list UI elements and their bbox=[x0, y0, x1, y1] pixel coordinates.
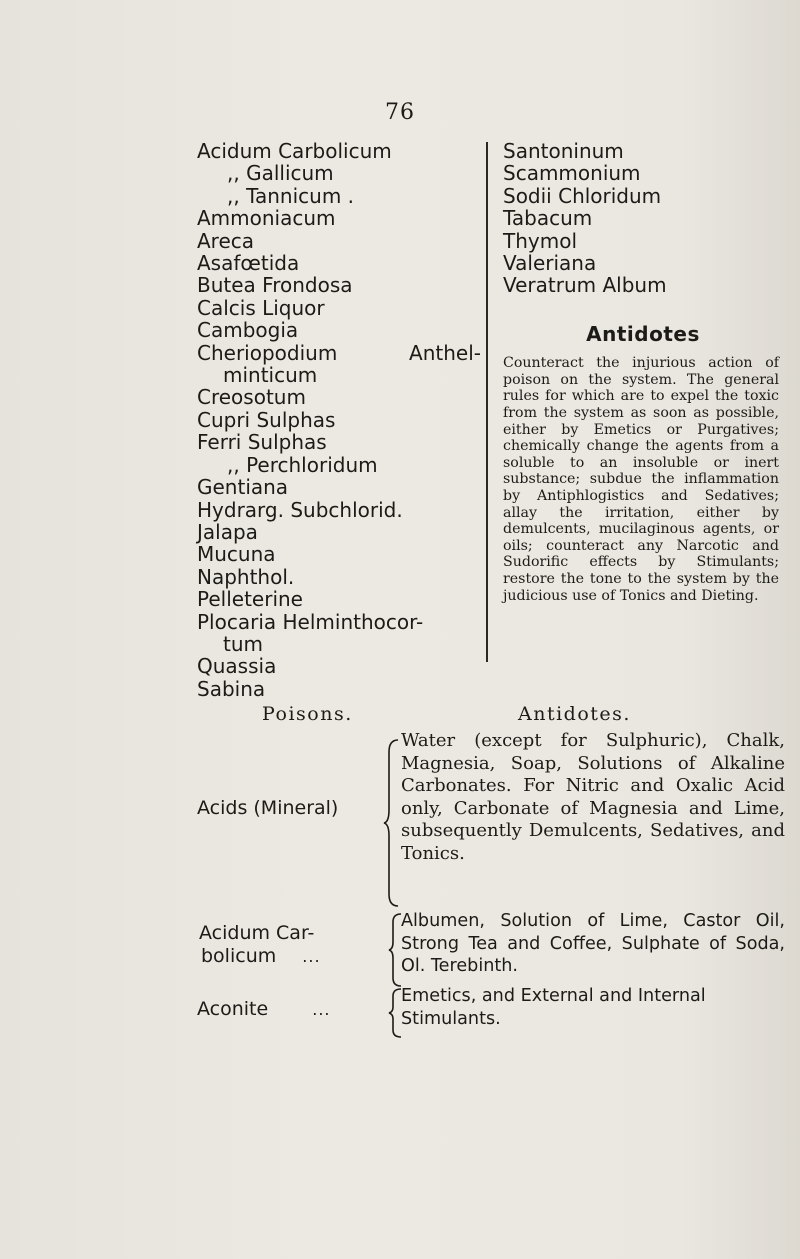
antidote-text: Water (except for Sulphuric), Chalk, Magnesia, Soap, Solutions of Alkaline Carbonates. For Nitric and Oxalic Acid only, Carbonate of Magnesia and Lime, subsequently Demulcents, Sedatives, and Tonics. bbox=[401, 730, 785, 864]
poison-list-item: Gentiana bbox=[197, 475, 289, 500]
poison-list-item: Tabacum bbox=[503, 206, 593, 231]
poison-list-item: Valeriana bbox=[503, 251, 597, 276]
poison-list-item: Sabina bbox=[197, 676, 266, 701]
poison-list-item: Hydrarg. Subchlorid. bbox=[197, 497, 403, 522]
poison-list-item: Pelleterine bbox=[197, 587, 303, 612]
poison-list-item: ,, Tannicum . bbox=[227, 183, 355, 208]
poison-name bbox=[197, 797, 338, 819]
poison-name bbox=[197, 922, 321, 968]
poison-list-item: Asafœtida bbox=[197, 251, 300, 276]
poison-list-item: tum bbox=[223, 631, 263, 656]
poison-list-item: Santoninum bbox=[503, 139, 624, 163]
poison-name-line: Acidum Car- bbox=[199, 922, 315, 944]
poison-list-item: Jalapa bbox=[197, 519, 258, 544]
antidotes-header: Antidotes. bbox=[518, 703, 631, 725]
poison-list-item: Thymol bbox=[503, 228, 578, 253]
poison-list-item: Areca bbox=[197, 228, 255, 253]
left-brace-icon bbox=[384, 738, 402, 908]
leader-dots: ... bbox=[312, 1000, 331, 1019]
antidotes-heading: Antidotes bbox=[586, 321, 700, 346]
poison-list-item: Calcis Liquor bbox=[197, 295, 325, 320]
poison-list-item: Ammoniacum bbox=[197, 206, 336, 231]
antidote-text: Emetics, and External and Internal Stimulants. bbox=[401, 986, 706, 1029]
poison-list-item-continuation: Anthel- bbox=[409, 340, 481, 365]
column-divider bbox=[486, 142, 488, 662]
poison-list-item-text: Cheriopodium bbox=[197, 340, 338, 365]
page-number: 76 bbox=[385, 100, 415, 125]
poison-name-line: Aconite bbox=[197, 998, 269, 1020]
poison-list-item: Plocaria Helminthocor- bbox=[197, 609, 424, 634]
poison-list-item: Sodii Chloridum bbox=[503, 183, 662, 208]
poison-name bbox=[197, 998, 331, 1021]
poison-list-item: Scammonium bbox=[503, 161, 641, 186]
poison-list-item: ,, Perchloridum bbox=[227, 452, 378, 477]
poison-list-item bbox=[197, 342, 481, 364]
poison-list-item: Veratrum Album bbox=[503, 273, 667, 298]
poison-list-item: Cambogia bbox=[197, 318, 299, 343]
poison-list-item: Naphthol. bbox=[197, 564, 295, 589]
poison-list-left bbox=[197, 140, 487, 700]
poison-name-line: bolicum bbox=[201, 945, 277, 967]
poison-list-item: Mucuna bbox=[197, 542, 276, 567]
poison-list-item: minticum bbox=[223, 363, 318, 388]
antidote-text: Albumen, Solution of Lime, Castor Oil, Strong Tea and Coffee, Sulphate of Soda, Ol. Terebinth. bbox=[401, 911, 785, 976]
right-list-items bbox=[503, 140, 783, 297]
poison-name-line: Acids (Mineral) bbox=[197, 797, 339, 819]
poison-list-item: Cupri Sulphas bbox=[197, 407, 336, 432]
antidotes-paragraph: Counteract the injurious action of poison on the system. The general rules for which are to expel the toxic from the system as soon as possible, either by Emetics or Purgatives; chemically change the agents from a soluble to an insoluble or inert substance; subdue the inflammation by Antiphlogistics and Sedatives; allay the irritation, either by demulcents, mucilaginous agents, or oils; counteract any Narcotic and Sudorific effects by Stimulants; restore the tone to the system by the judicious use of Tonics and Dieting. bbox=[503, 355, 779, 604]
poison-list-item: Acidum Carbolicum bbox=[197, 139, 392, 163]
poison-list-item: Butea Frondosa bbox=[197, 273, 353, 298]
poison-list-item: Quassia bbox=[197, 654, 277, 679]
poison-list-item: Creosotum bbox=[197, 385, 306, 410]
poison-list-item: ,, Gallicum bbox=[227, 161, 334, 186]
poisons-header: Poisons. bbox=[262, 703, 353, 725]
poison-list-right bbox=[503, 140, 783, 604]
poison-list-item: Ferri Sulphas bbox=[197, 430, 327, 455]
leader-dots: ... bbox=[302, 947, 321, 966]
